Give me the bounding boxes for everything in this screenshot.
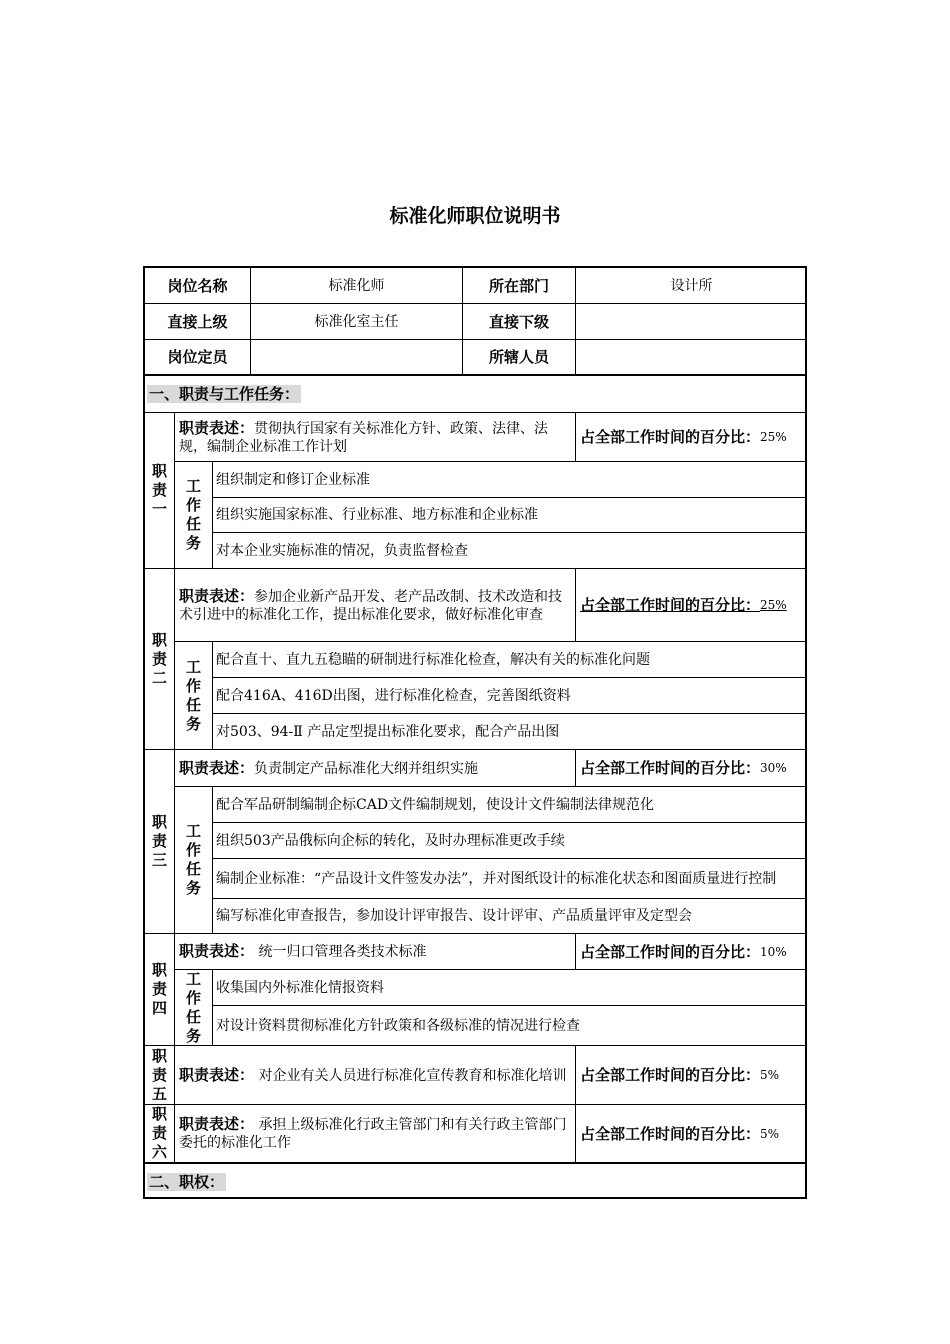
job-description-table [143, 266, 807, 1199]
section-authority-title: 二、职权： [149, 1172, 225, 1191]
description-label: 职责表述： [179, 1065, 255, 1084]
duty-6-percent-value: 5% [760, 1126, 780, 1141]
task-label: 工作任务 [185, 657, 201, 733]
duty-3-percent [576, 750, 807, 787]
duty-2-description [175, 569, 576, 642]
task-text: 编制企业标准：“产品设计文件签发办法”，并对图纸设计的标准化状态和图面质量进行控制 [216, 870, 777, 887]
percent-label: 占全部工作时间的百分比： [580, 759, 761, 777]
description-label: 职责表述： [179, 1115, 255, 1133]
duty-1-label [145, 413, 175, 569]
duty-1-task-3 [213, 533, 807, 569]
task-text: 对503、94-Ⅱ 产品定型提出标准化要求，配合产品出图 [216, 723, 560, 740]
subordinate-label: 直接下级 [463, 304, 576, 340]
task-label: 工作任务 [185, 822, 201, 897]
section-duties-title: 一、职责与工作任务： [149, 385, 300, 403]
duty-3-description [175, 750, 576, 787]
duty-1-percent-value: 25% [760, 430, 787, 444]
duty-1-task-label [175, 462, 213, 569]
duty-3-task-1 [213, 787, 807, 823]
duty-4-percent-value: 10% [760, 944, 787, 959]
task-label: 工作任务 [185, 477, 201, 552]
percent-label: 占全部工作时间的百分比： [580, 1066, 761, 1084]
duty-6-name: 职责六 [151, 1105, 167, 1161]
department-value: 设计所 [576, 268, 807, 304]
description-label: 职责表述： [179, 758, 255, 777]
task-text: 对本企业实施标准的情况，负责监督检查 [216, 542, 468, 559]
percent-label: 占全部工作时间的百分比： [580, 1124, 761, 1143]
duty-5-description-text: 对企业有关人员进行标准化宣传教育和标准化培训 [254, 1067, 567, 1084]
duty-3-percent-value: 30% [760, 761, 787, 775]
description-label: 职责表述： [179, 942, 255, 960]
duty-2-label [145, 569, 175, 750]
duty-3-task-label [175, 787, 213, 934]
duty-6-description-text: 承担上级标准化行政主管部门和有关行政主管部门委托的标准化工作 [179, 1117, 567, 1151]
task-text: 组织制定和修订企业标准 [216, 471, 370, 488]
task-text: 组织503产品俄标向企标的转化，及时办理标准更改手续 [216, 832, 565, 849]
duty-2-task-2 [213, 678, 807, 714]
headcount-label: 岗位定员 [145, 340, 251, 376]
document-title: 标准化师职位说明书 [389, 205, 561, 227]
duty-4-description-text: 统一归口管理各类技术标准 [254, 944, 427, 960]
headcount-value [251, 340, 463, 376]
duty-1-name: 职责一 [151, 462, 167, 518]
duty-2-task-label [175, 642, 213, 750]
duty-3-name: 职责三 [151, 813, 167, 869]
duty-4-description [175, 934, 576, 970]
duty-3-task-3 [213, 859, 807, 899]
duty-5-label [145, 1046, 175, 1105]
duty-6-description [175, 1105, 576, 1164]
task-text: 组织实施国家标准、行业标准、地方标准和企业标准 [216, 507, 538, 523]
task-text: 对设计资料贯彻标准化方针政策和各级标准的情况进行检查 [216, 1017, 580, 1034]
duty-4-task-label [175, 970, 213, 1046]
task-text: 收集国内外标准化情报资料 [216, 979, 384, 996]
percent-label: 占全部工作时间的百分比： [580, 596, 761, 614]
duty-4-percent [576, 934, 807, 970]
task-text: 配合416A、416D出图，进行标准化检查，完善图纸资料 [216, 687, 571, 704]
task-text: 配合直十、直九五稳瞄的研制进行标准化检查，解决有关的标准化问题 [216, 651, 650, 668]
managed-value [576, 340, 807, 376]
duty-4-task-1 [213, 970, 807, 1006]
duty-6-label [145, 1105, 175, 1164]
description-label: 职责表述： [179, 418, 255, 437]
position-name-value: 标准化师 [251, 268, 463, 304]
duty-5-name: 职责五 [151, 1046, 167, 1103]
superior-label: 直接上级 [145, 304, 251, 340]
duty-1-percent [576, 413, 807, 462]
duty-5-description [175, 1046, 576, 1105]
duty-2-percent [576, 569, 807, 642]
duty-5-percent [576, 1046, 807, 1105]
duty-1-task-1 [213, 462, 807, 498]
duty-2-name: 职责二 [151, 630, 167, 687]
section-authority-heading [145, 1164, 807, 1199]
duty-4-task-2 [213, 1006, 807, 1046]
task-text: 编写标准化审查报告，参加设计评审报告、设计评审、产品质量评审及定型会 [216, 908, 692, 924]
section-duties-heading [145, 376, 807, 413]
task-label: 工作任务 [185, 970, 201, 1045]
duty-3-description-text: 负责制定产品标准化大纲并组织实施 [254, 760, 479, 777]
percent-label: 占全部工作时间的百分比： [580, 428, 761, 446]
duty-3-label [145, 750, 175, 934]
duty-3-task-2 [213, 823, 807, 859]
task-text: 配合军品研制编制企标CAD文件编制规划，使设计文件编制法律规范化 [216, 796, 655, 813]
duty-2-task-1 [213, 642, 807, 678]
duty-3-task-4 [213, 899, 807, 934]
duty-2-task-3 [213, 714, 807, 750]
duty-2-percent-value: 25% [760, 598, 787, 612]
superior-value: 标准化室主任 [251, 304, 463, 340]
duty-6-percent [576, 1105, 807, 1164]
managed-label: 所辖人员 [463, 340, 576, 376]
department-label: 所在部门 [463, 268, 576, 304]
duty-1-task-2 [213, 498, 807, 533]
duty-2-description-text: 参加企业新产品开发、老产品改制、技术改造和技术引进中的标准化工作，提出标准化要求，做好标准化审查 [179, 588, 563, 623]
duty-1-description [175, 413, 576, 462]
duty-4-label [145, 934, 175, 1046]
description-label: 职责表述： [179, 586, 255, 605]
percent-label: 占全部工作时间的百分比： [580, 942, 761, 961]
subordinate-value [576, 304, 807, 340]
duty-4-name: 职责四 [151, 961, 167, 1017]
duty-1-description-text: 贯彻执行国家有关标准化方针、政策、法律、法规，编制企业标准工作计划 [179, 420, 549, 455]
duty-5-percent-value: 5% [760, 1068, 780, 1082]
position-name-label: 岗位名称 [145, 268, 251, 304]
